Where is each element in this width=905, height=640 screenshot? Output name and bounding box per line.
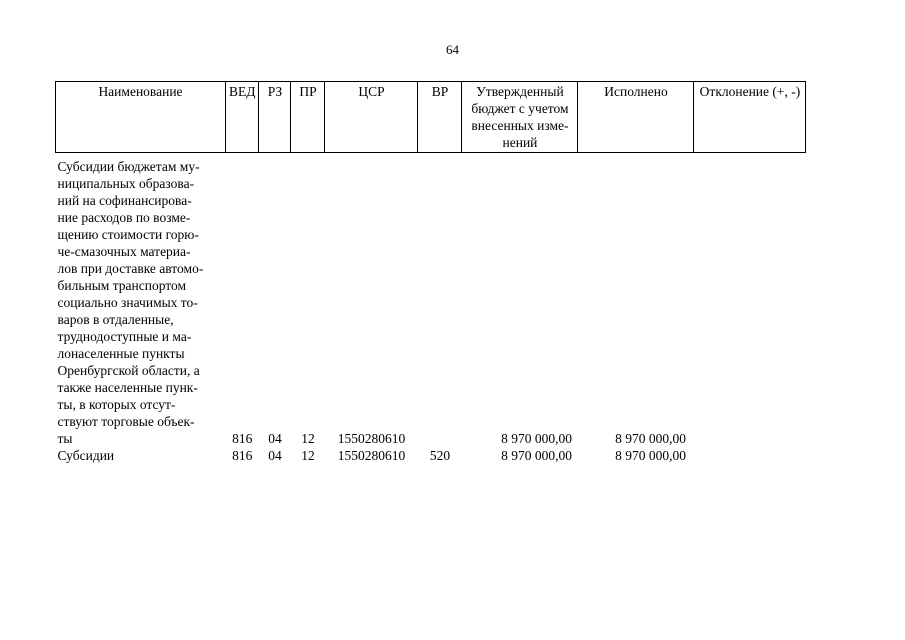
table-row [56, 447, 806, 464]
row-pr: 12 [301, 448, 315, 463]
row-ved: 816 [232, 448, 253, 463]
row-csr: 1550280610 [337, 431, 406, 446]
row-done: 8 970 000,00 [615, 448, 686, 463]
table-header-row [56, 82, 806, 153]
header-pr: ПР [291, 82, 325, 153]
header-done: Исполнено [578, 82, 694, 153]
row-rz: 04 [268, 448, 282, 463]
budget-table [55, 81, 806, 464]
row-name: Субсидии бюджетам му- ниципальных образова- ний на софинансирова- ние расходов по возме- щению стоимости горю- че-смазочных материа- лов при доставке автомо- бильным транспортом социально значимых то- варов в отдаленные, труднодоступные и ма- лонаселенные пункты Оренбургской области, а также населенные пунк- ты, в которых отсут- ствуют торговые объек- ты [57, 159, 204, 446]
header-rz: РЗ [259, 82, 291, 153]
page-number: 64 [446, 42, 459, 57]
row-deviation [694, 158, 806, 447]
row-ved: 816 [232, 431, 253, 446]
row-budget: 8 970 000,00 [501, 448, 572, 463]
header-ved: ВЕД [226, 82, 259, 153]
row-rz: 04 [268, 431, 282, 446]
table-row [56, 158, 806, 447]
header-deviation: Отклонение (+, -) [694, 82, 806, 153]
header-csr: ЦСР [325, 82, 418, 153]
row-deviation [694, 447, 806, 464]
row-name: Субсидии [57, 448, 115, 463]
header-budget: Утвержденный бюджет с учетом внесенных изме-нений [462, 82, 578, 153]
header-name: Наименование [56, 82, 226, 153]
row-vr [418, 158, 462, 447]
row-done: 8 970 000,00 [615, 431, 686, 446]
row-csr: 1550280610 [337, 448, 406, 463]
header-vr: ВР [418, 82, 462, 153]
row-budget: 8 970 000,00 [501, 431, 572, 446]
row-vr: 520 [429, 448, 451, 463]
row-pr: 12 [301, 431, 315, 446]
